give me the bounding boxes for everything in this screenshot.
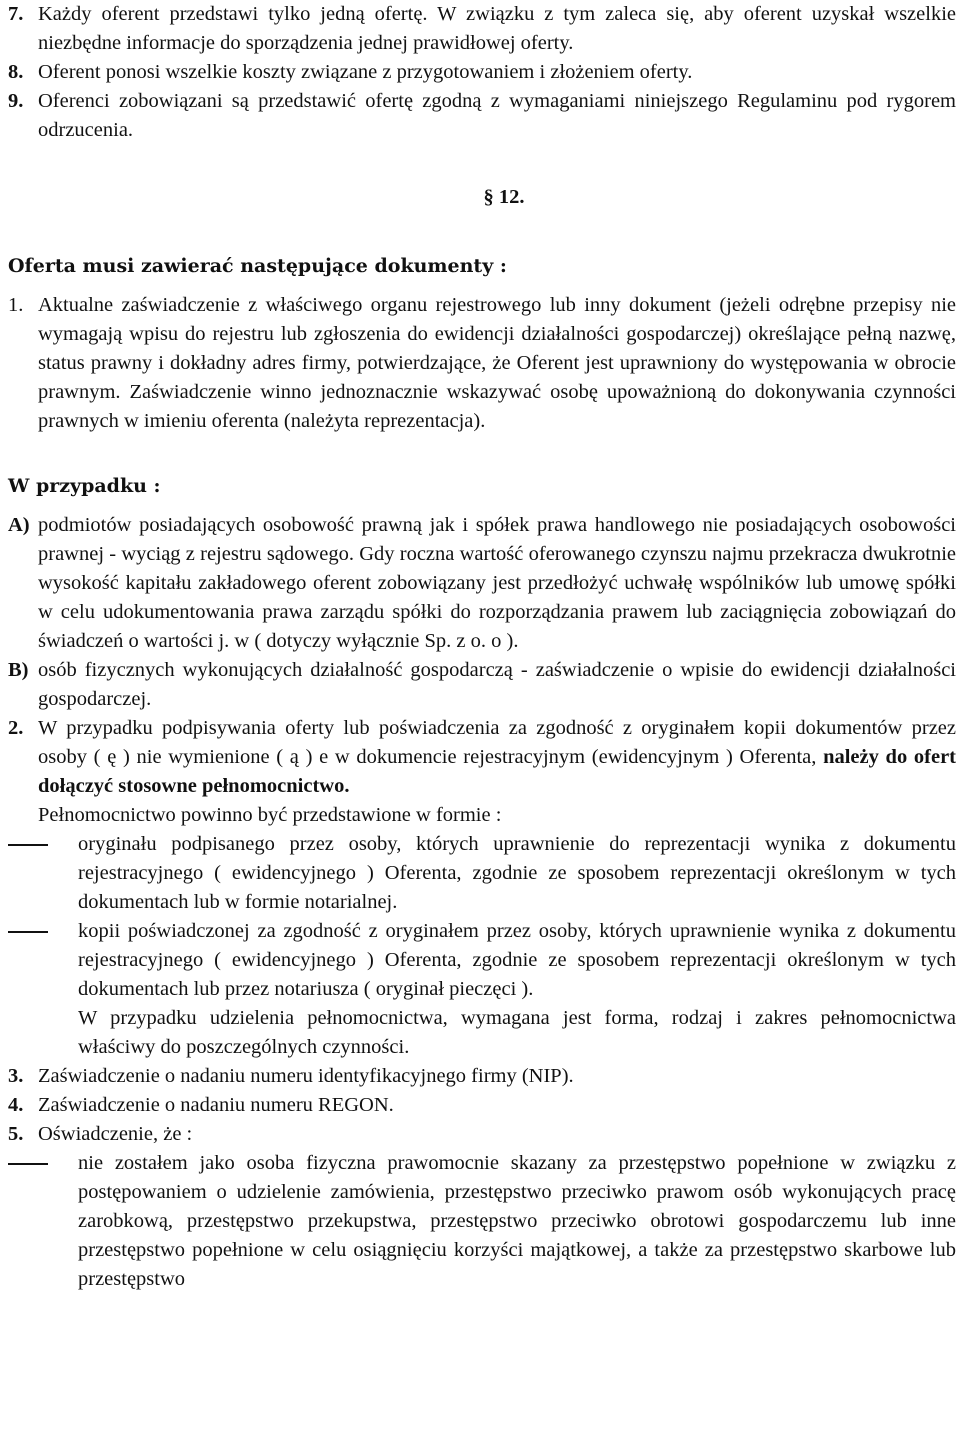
dash-list-item — [8, 1149, 956, 1294]
offer-heading: Oferta musi zawierać następujące dokumenty : — [8, 255, 507, 277]
item-note: W przypadku udzielenia pełnomocnictwa, wymagana jest forma, rodzaj i zakres pełnomocnictwa właściwy do poszczególnych czynności. — [78, 1007, 956, 1058]
item-text: Zaświadczenie o nadaniu numeru identyfikacyjnego firmy (NIP). — [38, 1065, 574, 1087]
item-text-bold: należy do ofert dołączyć stosowne pełnomocnictwo. — [38, 746, 956, 797]
item-number: 5. — [8, 1123, 24, 1145]
list-item — [8, 0, 956, 58]
dash-bullet — [8, 917, 50, 931]
item-letter: B) — [8, 659, 29, 681]
item-text-continued: Pełnomocnictwo powinno być przedstawione w formie : — [38, 804, 502, 826]
dash-item-text: oryginału podpisanego przez osoby, których uprawnienie do reprezentacji wynika z dokumentu rejestracyjnego ( ewidencyjnego ) Oferenta, zgodnie ze sposobem reprezentacji określonym w tych dokumentach lub w formie notarialnej. — [78, 833, 956, 913]
item-text: Oferenci zobowiązani są przedstawić ofertę zgodną z wymaganiami niniejszego Regulaminu pod rygorem odrzucenia. — [38, 90, 956, 141]
item-number: 9. — [8, 90, 24, 112]
item-text: osób fizycznych wykonujących działalność gospodarczą - zaświadczenie o wpisie do ewidencji działalności gospodarczej. — [38, 659, 956, 710]
case-heading: W przypadku : — [8, 475, 161, 497]
list-item — [8, 511, 956, 656]
list-item — [8, 714, 956, 830]
dash-list-item — [8, 830, 956, 917]
document-page — [8, 0, 956, 1294]
section-heading — [52, 183, 956, 212]
item-number: 7. — [8, 3, 24, 25]
item-text: Oferent ponosi wszelkie koszty związane z przygotowaniem i złożeniem oferty. — [38, 61, 693, 83]
list-item — [8, 291, 956, 436]
list-item — [8, 87, 956, 145]
item-text: Aktualne zaświadczenie z właściwego organu rejestrowego lub inny dokument (jeżeli odrębne przepisy nie wymagają wpisu do rejestru lub zgłoszenia do ewidencji działalności gospodarczej) określające pełną nazwę, status prawny i dokładny adres firmy, potwierdzające, że Oferent jest uprawniony do występowania w obrocie prawnym. Zaświadczenie winno jednoznacznie wskazywać osobę upoważnioną do dokonywania czynności prawnych w imieniu oferenta (należyta reprezentacja). — [38, 294, 956, 432]
dash-bullet — [8, 830, 50, 844]
item-text: Zaświadczenie o nadaniu numeru REGON. — [38, 1094, 394, 1116]
item-number: 8. — [8, 61, 24, 83]
item-text: Oświadczenie, że : — [38, 1123, 193, 1145]
list-item — [8, 1062, 956, 1091]
item-number: 2. — [8, 717, 24, 739]
dash-list-item — [8, 917, 956, 1004]
dash-bullet — [8, 1149, 50, 1163]
item-text: podmiotów posiadających osobowość prawną jak i spółek prawa handlowego nie posiadających osobowości prawnej - wyciąg z rejestru sądowego. Gdy roczna wartość oferowanego czynszu najmu przekracza dwukrotnie wysokość kapitału zakładowego oferent zobowiązany jest przedłożyć uchwałę wspólników lub umowę spółki w celu udokumentowania prawa zarządu spółki do rozporządzania prawem lub zaciągnięcia zobowiązań do świadczeń o wartości j. w ( dotyczy wyłącznie Sp. z o. o ). — [38, 514, 956, 652]
item-text: W przypadku podpisywania oferty lub poświadczenia za zgodność z oryginałem kopii dokumentów przez osoby ( ę ) nie wymienione ( ą ) e w dokumencie rejestracyjnym (ewidencyjnym ) Oferenta, — [38, 717, 956, 768]
list-item — [8, 58, 956, 87]
list-item — [8, 1091, 956, 1120]
list-item — [8, 656, 956, 714]
list-item — [8, 1120, 956, 1149]
item-number: 1. — [8, 294, 24, 316]
dash-item-text: nie zostałem jako osoba fizyczna prawomocnie skazany za przestępstwo popełnione w związku z postępowaniem o udzielenie zamówienia, przestępstwo przeciwko prawom osób wykonujących pracę zarobkową, przestępstwo przekupstwa, przestępstwo przeciwko obrotowi gospodarczemu lub inne przestępstwo popełnione w celu osiągnięciu korzyści majątkowej, a także za przestępstwo skarbowe lub przestępstwo — [78, 1152, 956, 1290]
section-number: 12. — [498, 186, 525, 208]
dash-item-text: kopii poświadczonej za zgodność z oryginałem przez osoby, których uprawnienie wynika z dokumentu rejestracyjnego ( ewidencyjnego ) Oferenta, zgodnie ze sposobem reprezentacji określonym w tych dokumentach lub przez notariusza ( oryginał pieczęci ). — [78, 920, 956, 1000]
item-letter: A) — [8, 514, 30, 536]
item-text: Każdy oferent przedstawi tylko jedną ofertę. W związku z tym zaleca się, aby oferent uzyskał wszelkie niezbędne informacje do sporządzenia jednej prawidłowej oferty. — [38, 3, 956, 54]
item-number: 4. — [8, 1094, 24, 1116]
item-number: 3. — [8, 1065, 24, 1087]
section-mark: § — [483, 186, 494, 208]
